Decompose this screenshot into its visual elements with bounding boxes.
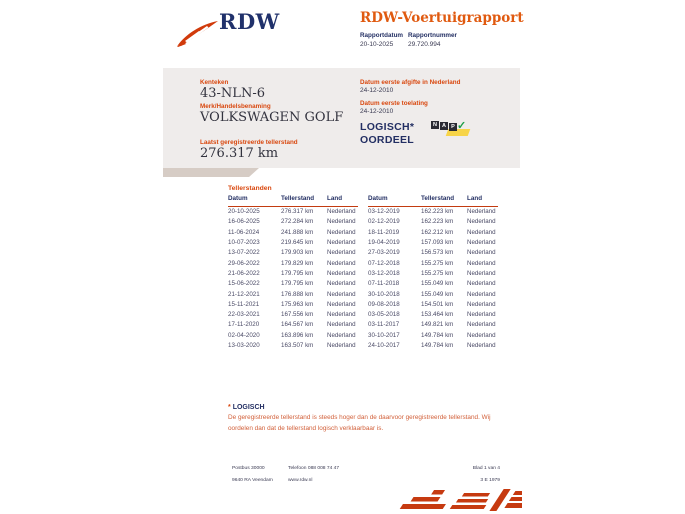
rdw-feather-logo-icon bbox=[177, 20, 219, 47]
footer-paging bbox=[420, 463, 500, 487]
table-cell: 179.795 km bbox=[281, 269, 314, 277]
table-row bbox=[228, 248, 358, 258]
column-header-datum: Datum bbox=[368, 195, 388, 202]
table-cell: 27-03-2019 bbox=[368, 249, 400, 257]
logisch-footnote-body: De geregistreerde tellerstand is steeds hoger dan de daarvoor geregistreerde tellerstand. Wij oordelen dan dat de tellerstand logisch verklaarbaar is. bbox=[228, 414, 491, 432]
table-cell: Nederland bbox=[327, 290, 356, 298]
footer-address-line2: 9640 RA Veendam bbox=[232, 478, 273, 483]
table-cell: 03-12-2019 bbox=[368, 208, 400, 216]
column-header-land: Land bbox=[327, 195, 343, 202]
tellerstand-value: 276.317 km bbox=[200, 146, 279, 161]
afgifte-label: Datum eerste afgifte in Nederland bbox=[360, 79, 461, 86]
table-cell: 276.317 km bbox=[281, 208, 314, 216]
column-header-land: Land bbox=[467, 195, 483, 202]
oordeel-text bbox=[360, 121, 414, 147]
merk-label: Merk/Handelsbenaming bbox=[200, 103, 271, 110]
table-row bbox=[228, 237, 358, 247]
nap-letter-p: P bbox=[449, 123, 457, 131]
report-date-label: Rapportdatum bbox=[360, 32, 404, 39]
nap-logo-icon bbox=[431, 121, 477, 139]
table-cell: 155.275 km bbox=[421, 259, 454, 267]
table-cell: Nederland bbox=[327, 259, 356, 267]
table-row bbox=[368, 237, 498, 247]
table-row bbox=[228, 309, 358, 319]
table-cell: 163.896 km bbox=[281, 331, 314, 339]
table-cell: 155.049 km bbox=[421, 280, 454, 288]
table-cell: 17-11-2020 bbox=[228, 321, 260, 329]
table-row bbox=[228, 299, 358, 309]
table-row bbox=[228, 207, 358, 217]
column-header-tellerstand: Tellerstand bbox=[281, 195, 315, 202]
table-cell: 30-10-2018 bbox=[368, 290, 400, 298]
table-row bbox=[368, 207, 498, 217]
footer-address-line1: Postbus 30000 bbox=[232, 466, 265, 471]
report-number-label: Rapportnummer bbox=[408, 32, 457, 39]
table-cell: 02-12-2019 bbox=[368, 218, 400, 226]
table-cell: Nederland bbox=[467, 269, 496, 277]
table-cell: 19-04-2019 bbox=[368, 239, 400, 247]
table-cell: Nederland bbox=[467, 311, 496, 319]
table-row bbox=[228, 320, 358, 330]
table-cell: 176.888 km bbox=[281, 290, 314, 298]
oordeel-line2: OORDEEL bbox=[360, 134, 415, 146]
table-cell: Nederland bbox=[327, 331, 356, 339]
table-cell: 149.821 km bbox=[421, 321, 454, 329]
table-cell: Nederland bbox=[327, 311, 356, 319]
table-cell: 13-03-2020 bbox=[228, 342, 260, 349]
table-cell: Nederland bbox=[467, 280, 496, 288]
table-cell: Nederland bbox=[327, 228, 356, 236]
table-cell: 11-06-2024 bbox=[228, 228, 260, 236]
table-row bbox=[368, 340, 498, 350]
table-cell: 03-12-2018 bbox=[368, 269, 400, 277]
table-cell: Nederland bbox=[327, 249, 356, 257]
footer-phone: Telefoon 088 008 74 47 bbox=[288, 466, 340, 471]
table-cell: 154.501 km bbox=[421, 300, 454, 308]
table-row bbox=[368, 320, 498, 330]
tellerstanden-table-left bbox=[228, 194, 358, 351]
table-row bbox=[368, 227, 498, 237]
checkmark-icon: ✓ bbox=[457, 120, 467, 132]
table-cell: Nederland bbox=[467, 321, 496, 329]
table-cell: 149.784 km bbox=[421, 331, 454, 339]
table-cell: 157.093 km bbox=[421, 239, 454, 247]
tellerstanden-table-right bbox=[368, 194, 498, 351]
merk-value: VOLKSWAGEN GOLF bbox=[200, 110, 344, 125]
afgifte-value: 24-12-2010 bbox=[360, 87, 394, 94]
table-cell: 272.284 km bbox=[281, 218, 314, 226]
table-cell: Nederland bbox=[467, 300, 496, 308]
footer-page-number: Blad 1 van 4 bbox=[472, 466, 500, 471]
table-row bbox=[228, 217, 358, 227]
footer-form-code: 3 E 1979 bbox=[480, 478, 500, 483]
report-date-value: 20-10-2025 bbox=[360, 41, 394, 48]
table-cell: 164.567 km bbox=[281, 321, 314, 329]
table-cell: Nederland bbox=[467, 290, 496, 298]
table-cell: 29-06-2022 bbox=[228, 259, 260, 267]
table-cell: 162.212 km bbox=[421, 228, 454, 236]
rdw-logo-text: RDW bbox=[219, 9, 280, 34]
table-cell: 07-11-2018 bbox=[368, 280, 400, 288]
table-cell: Nederland bbox=[467, 239, 496, 247]
table-row bbox=[228, 268, 358, 278]
table-body bbox=[368, 207, 498, 351]
toelating-value: 24-12-2010 bbox=[360, 108, 394, 115]
logisch-footnote-title bbox=[228, 404, 265, 411]
table-cell: Nederland bbox=[327, 321, 356, 329]
footer-website: www.rdw.nl bbox=[288, 478, 313, 483]
oordeel-line1: LOGISCH* bbox=[360, 121, 415, 133]
table-row bbox=[368, 279, 498, 289]
table-row bbox=[228, 258, 358, 268]
column-header-tellerstand: Tellerstand bbox=[421, 195, 455, 202]
footnote-asterisk: * bbox=[228, 404, 231, 411]
table-row bbox=[228, 227, 358, 237]
report-number-value: 29.720.994 bbox=[408, 41, 441, 48]
kenteken-label: Kenteken bbox=[200, 79, 229, 86]
table-row bbox=[368, 248, 498, 258]
table-cell: 30-10-2017 bbox=[368, 331, 400, 339]
table-row bbox=[368, 289, 498, 299]
table-row bbox=[368, 299, 498, 309]
table-cell: 15-11-2021 bbox=[228, 300, 260, 308]
table-row bbox=[228, 279, 358, 289]
footer-address bbox=[232, 463, 273, 487]
table-cell: Nederland bbox=[467, 342, 496, 349]
table-cell: Nederland bbox=[327, 280, 356, 288]
table-cell: 09-08-2018 bbox=[368, 300, 400, 308]
table-cell: Nederland bbox=[467, 249, 496, 257]
table-cell: 24-10-2017 bbox=[368, 342, 400, 349]
table-cell: 153.464 km bbox=[421, 311, 454, 319]
rdw-stripes-graphic bbox=[370, 487, 522, 513]
table-cell: 03-05-2018 bbox=[368, 311, 400, 319]
table-cell: 149.784 km bbox=[421, 342, 454, 349]
table-row bbox=[368, 309, 498, 319]
table-cell: 16-06-2025 bbox=[228, 218, 260, 226]
table-header-row bbox=[368, 194, 498, 207]
table-cell: Nederland bbox=[327, 300, 356, 308]
table-cell: 156.573 km bbox=[421, 249, 454, 257]
table-cell: Nederland bbox=[467, 218, 496, 226]
table-cell: 155.275 km bbox=[421, 269, 454, 277]
table-cell: Nederland bbox=[327, 218, 356, 226]
table-cell: 162.223 km bbox=[421, 218, 454, 226]
table-row bbox=[368, 268, 498, 278]
tellerstand-label: Laatst geregistreerde tellerstand bbox=[200, 139, 298, 146]
table-cell: 162.223 km bbox=[421, 208, 454, 216]
table-cell: Nederland bbox=[467, 259, 496, 267]
table-cell: Nederland bbox=[467, 331, 496, 339]
table-body bbox=[228, 207, 358, 351]
footer-contact bbox=[288, 463, 339, 487]
table-row bbox=[368, 330, 498, 340]
panel-corner-wedge bbox=[163, 168, 259, 177]
table-cell: 179.795 km bbox=[281, 280, 314, 288]
table-cell: 22-03-2021 bbox=[228, 311, 260, 319]
table-cell: 10-07-2023 bbox=[228, 239, 260, 247]
tellerstanden-section-title: Tellerstanden bbox=[228, 185, 272, 192]
page-title: RDW-Voertuigrapport bbox=[360, 10, 524, 26]
table-cell: 21-12-2021 bbox=[228, 290, 260, 298]
table-row bbox=[228, 289, 358, 299]
table-cell: 02-04-2020 bbox=[228, 331, 260, 339]
table-cell: 15-06-2022 bbox=[228, 280, 260, 288]
nap-letter-a: A bbox=[440, 122, 448, 130]
nap-letter-n: N bbox=[431, 121, 439, 129]
footnote-title-text: LOGISCH bbox=[232, 404, 265, 411]
table-header-row bbox=[228, 194, 358, 207]
kenteken-value: 43-NLN-6 bbox=[200, 86, 265, 101]
table-cell: 219.645 km bbox=[281, 239, 314, 247]
toelating-label: Datum eerste toelating bbox=[360, 100, 428, 107]
table-cell: 18-11-2019 bbox=[368, 228, 400, 236]
vehicle-summary-panel bbox=[163, 68, 520, 168]
table-cell: 20-10-2025 bbox=[228, 208, 260, 216]
table-cell: 179.903 km bbox=[281, 249, 314, 257]
column-header-datum: Datum bbox=[228, 195, 248, 202]
table-cell: 03-11-2017 bbox=[368, 321, 400, 329]
table-cell: Nederland bbox=[327, 342, 356, 349]
table-cell: 13-07-2022 bbox=[228, 249, 260, 257]
table-row bbox=[228, 330, 358, 340]
table-cell: Nederland bbox=[327, 269, 356, 277]
table-cell: Nederland bbox=[327, 208, 356, 216]
table-cell: 155.049 km bbox=[421, 290, 454, 298]
table-cell: 07-12-2018 bbox=[368, 259, 400, 267]
table-row bbox=[368, 217, 498, 227]
table-cell: 179.829 km bbox=[281, 259, 314, 267]
table-cell: Nederland bbox=[467, 228, 496, 236]
table-cell: 175.963 km bbox=[281, 300, 314, 308]
table-cell: 241.888 km bbox=[281, 228, 314, 236]
table-row bbox=[368, 258, 498, 268]
table-cell: 163.507 km bbox=[281, 342, 314, 349]
table-cell: Nederland bbox=[467, 208, 496, 216]
table-row bbox=[228, 340, 358, 350]
table-cell: 167.556 km bbox=[281, 311, 314, 319]
table-cell: 21-06-2022 bbox=[228, 269, 260, 277]
table-cell: Nederland bbox=[327, 239, 356, 247]
